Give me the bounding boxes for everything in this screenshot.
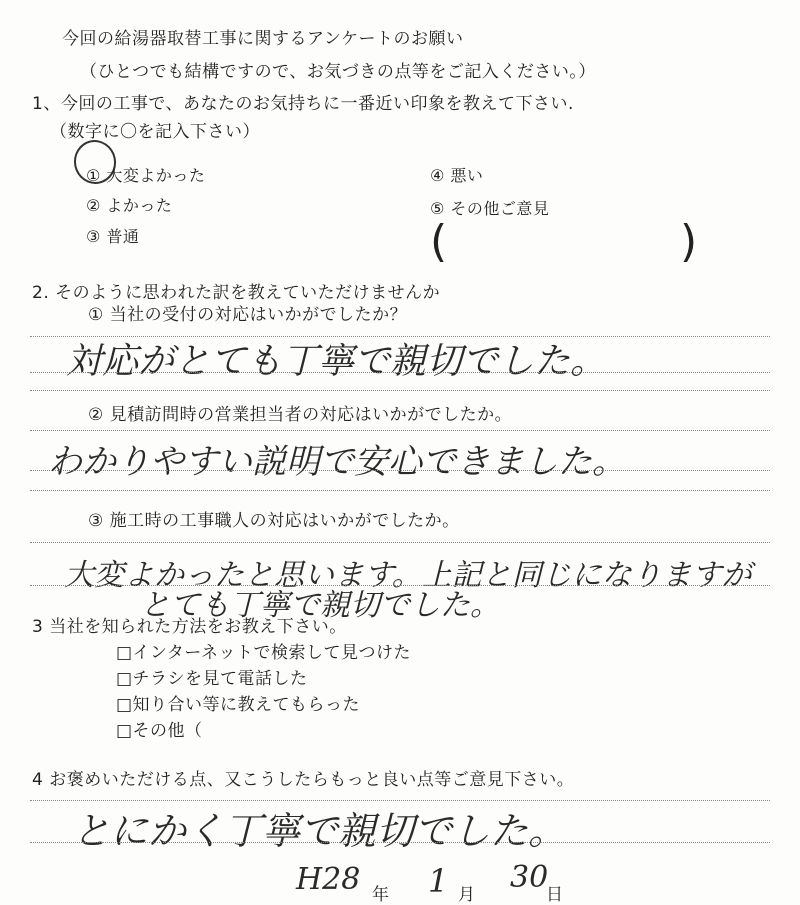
question-1-note: （数字に〇を記入下さい） bbox=[50, 122, 260, 142]
source-option-flyer: □チラシを見て電話した bbox=[116, 669, 308, 689]
option-1-4: ④ 悪い bbox=[430, 166, 484, 185]
answer-line bbox=[30, 490, 770, 491]
question-3: 3 当社を知られた方法をお教え下さい。 bbox=[32, 617, 347, 637]
survey-title: 今回の給湯器取替工事に関するアンケートのお願い bbox=[62, 29, 464, 49]
answer-line bbox=[30, 542, 770, 543]
source-option-referral: □知り合い等に教えてもらった bbox=[116, 695, 361, 715]
survey-subtitle: （ひとつでも結構ですので、お気づきの点等をご記入ください。） bbox=[80, 62, 596, 82]
option-1-1: ① 大変よかった bbox=[86, 166, 206, 185]
question-1: 1、今回の工事で、あなたのお気持ちに一番近い印象を教えて下さい. bbox=[32, 94, 574, 114]
question-2-sub3: ③ 施工時の工事職人の対応はいかがでしたか。 bbox=[88, 511, 460, 531]
other-open-paren: ( bbox=[430, 216, 448, 267]
option-1-3: ③ 普通 bbox=[86, 227, 140, 246]
question-2: 2. そのように思われた訳を教えていただけませんか bbox=[32, 283, 441, 303]
date-day: 30 bbox=[510, 860, 549, 895]
source-option-internet: □インターネットで検索して見つけた bbox=[116, 643, 412, 663]
answer-line bbox=[30, 390, 770, 391]
answer-2-3a: 大変よかったと思います。上記と同じになりますが bbox=[64, 558, 752, 593]
other-close-paren: ) bbox=[680, 216, 698, 267]
option-1-2: ② よかった bbox=[86, 196, 173, 215]
date-month-label: 月 bbox=[458, 885, 476, 905]
question-4: 4 お褒めいただける点、又こうしたらもっと良い点等ご意見下さい。 bbox=[32, 770, 575, 790]
answer-2-2: わかりやすい説明で安心できました。 bbox=[48, 442, 626, 482]
answer-line bbox=[30, 470, 770, 471]
date-year-label: 年 bbox=[372, 885, 390, 905]
option-1-5: ⑤ その他ご意見 bbox=[430, 199, 550, 218]
answer-2-3b: とても丁寧で親切でした。 bbox=[140, 588, 500, 623]
date-day-label: 日 bbox=[546, 885, 564, 905]
date-month: 1 bbox=[428, 862, 449, 900]
answer-line bbox=[30, 372, 770, 373]
question-2-sub1: ① 当社の受付の対応はいかがでしたか？ bbox=[88, 305, 408, 325]
answer-line bbox=[30, 430, 770, 431]
answer-4: とにかく丁寧で親切でした。 bbox=[72, 809, 567, 853]
question-2-sub2: ② 見積訪問時の営業担当者の対応はいかがでしたか。 bbox=[88, 405, 513, 425]
answer-2-1: 対応がとても丁寧で親切でした。 bbox=[66, 341, 607, 382]
source-option-other: □その他（ bbox=[116, 721, 203, 741]
date-era-year: H28 bbox=[296, 862, 361, 897]
answer-line bbox=[30, 842, 770, 843]
